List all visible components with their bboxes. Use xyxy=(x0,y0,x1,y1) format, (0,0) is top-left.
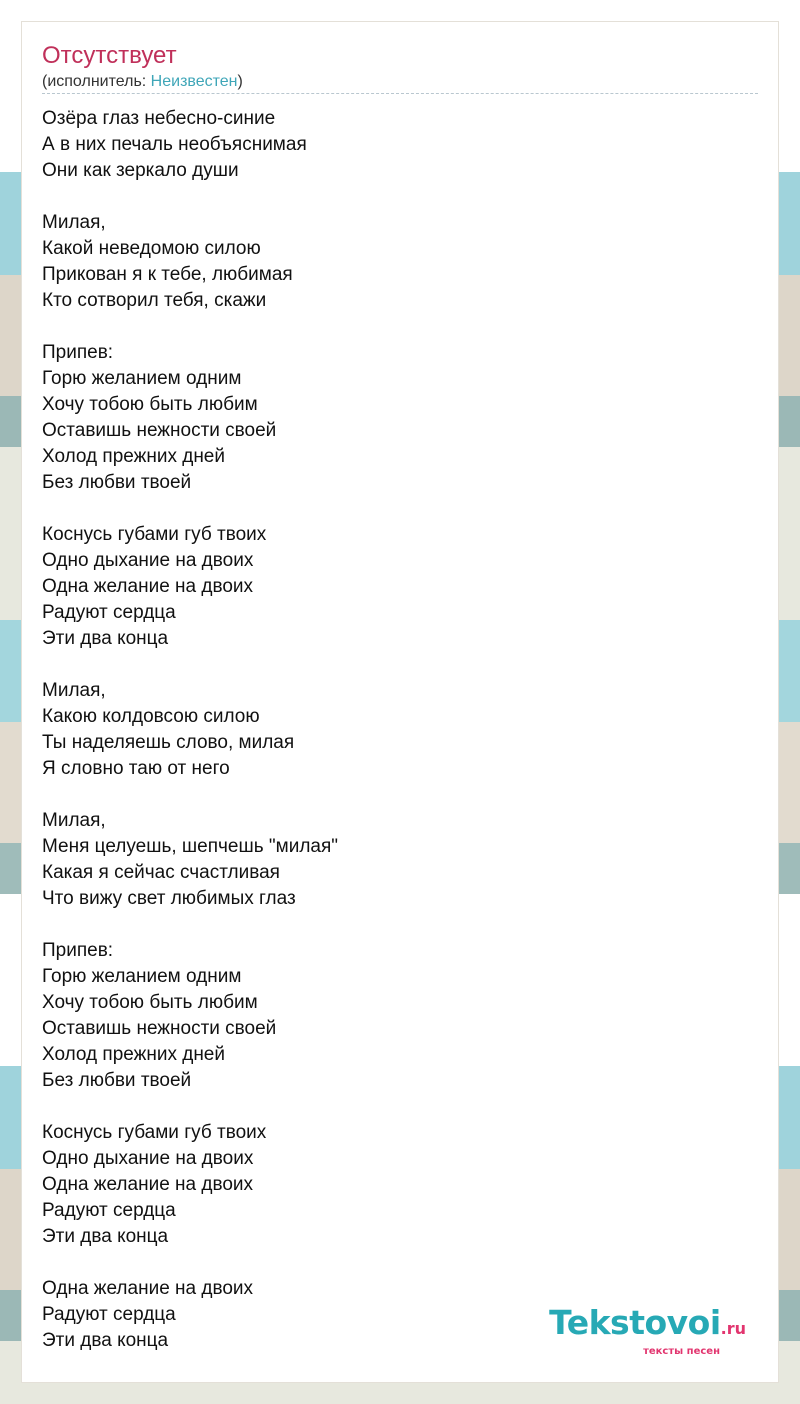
lyric-line: Прикован я к тебе, любимая xyxy=(42,264,293,285)
lyric-line: Припев: xyxy=(42,940,114,961)
lyric-line xyxy=(42,1250,742,1276)
lyric-line: Ты наделяешь слово, милая xyxy=(42,732,295,753)
lyric-line xyxy=(42,496,742,522)
lyric-line xyxy=(42,1094,742,1120)
lyric-line: Эти два конца xyxy=(42,1330,169,1351)
lyric-line: Милая, xyxy=(42,810,106,831)
lyric-line xyxy=(42,314,742,340)
lyric-line: Радуют сердца xyxy=(42,602,176,623)
lyric-line: Какая я сейчас счастливая xyxy=(42,862,280,883)
lyric-line xyxy=(42,184,742,210)
lyric-line: Без любви твоей xyxy=(42,1070,192,1091)
lyric-line: Одна желание на двоих xyxy=(42,1174,254,1195)
lyric-line: Оставишь нежности своей xyxy=(42,1018,277,1039)
lyric-line: Коснусь губами губ твоих xyxy=(42,524,267,545)
logo-main-text: Tekstovoi xyxy=(549,1303,721,1342)
lyric-line: Горю желанием одним xyxy=(42,368,242,389)
lyric-line: Одна желание на двоих xyxy=(42,1278,254,1299)
lyric-line: Одна желание на двоих xyxy=(42,576,254,597)
artist-link[interactable]: Неизвестен xyxy=(150,73,238,90)
lyric-line: Кто сотворил тебя, скажи xyxy=(42,290,267,311)
lyric-line: Они как зеркало души xyxy=(42,160,239,181)
lyric-line xyxy=(42,652,742,678)
lyric-line: Милая, xyxy=(42,212,106,233)
lyric-line: Радуют сердца xyxy=(42,1304,176,1325)
lyric-line: А в них печаль необъяснимая xyxy=(42,134,307,155)
lyric-line: Я словно таю от него xyxy=(42,758,230,779)
lyric-line: Эти два конца xyxy=(42,1226,169,1247)
lyric-line: Припев: xyxy=(42,342,114,363)
logo-subtitle: тексты песен xyxy=(643,1346,720,1357)
lyric-line: Какою колдовсою силою xyxy=(42,706,260,727)
lyric-line: Хочу тобою быть любим xyxy=(42,992,258,1013)
logo-wordmark xyxy=(549,1303,746,1346)
lyric-line: Одно дыхание на двоих xyxy=(42,550,254,571)
lyric-line: Холод прежних дней xyxy=(42,1044,225,1065)
lyric-line: Что вижу свет любимых глаз xyxy=(42,888,296,909)
header-divider xyxy=(42,93,758,94)
lyric-line: Коснусь губами губ твоих xyxy=(42,1122,267,1143)
lyric-line xyxy=(42,912,742,938)
lyric-line: Какой неведомою силою xyxy=(42,238,261,259)
lyric-line: Милая, xyxy=(42,680,106,701)
lyric-line: Холод прежних дней xyxy=(42,446,225,467)
lyric-line: Меня целуешь, шепчешь "милая" xyxy=(42,836,339,857)
song-title: Отсутствует xyxy=(42,42,177,69)
lyrics-text xyxy=(42,106,742,1354)
lyric-line: Радуют сердца xyxy=(42,1200,176,1221)
artist-prefix: (исполнитель: xyxy=(42,73,151,90)
lyric-line: Одно дыхание на двоих xyxy=(42,1148,254,1169)
lyric-line: Оставишь нежности своей xyxy=(42,420,277,441)
logo-tld: .ru xyxy=(720,1319,746,1338)
lyric-line: Хочу тобою быть любим xyxy=(42,394,258,415)
lyric-line: Озёра глаз небесно-синие xyxy=(42,108,276,129)
lyric-line xyxy=(42,782,742,808)
lyric-line: Горю желанием одним xyxy=(42,966,242,987)
lyric-line: Эти два конца xyxy=(42,628,169,649)
artist-suffix: ) xyxy=(237,73,243,90)
artist-line xyxy=(42,72,243,92)
site-logo[interactable] xyxy=(549,1303,746,1358)
lyrics-card xyxy=(22,22,778,1382)
lyric-line: Без любви твоей xyxy=(42,472,192,493)
